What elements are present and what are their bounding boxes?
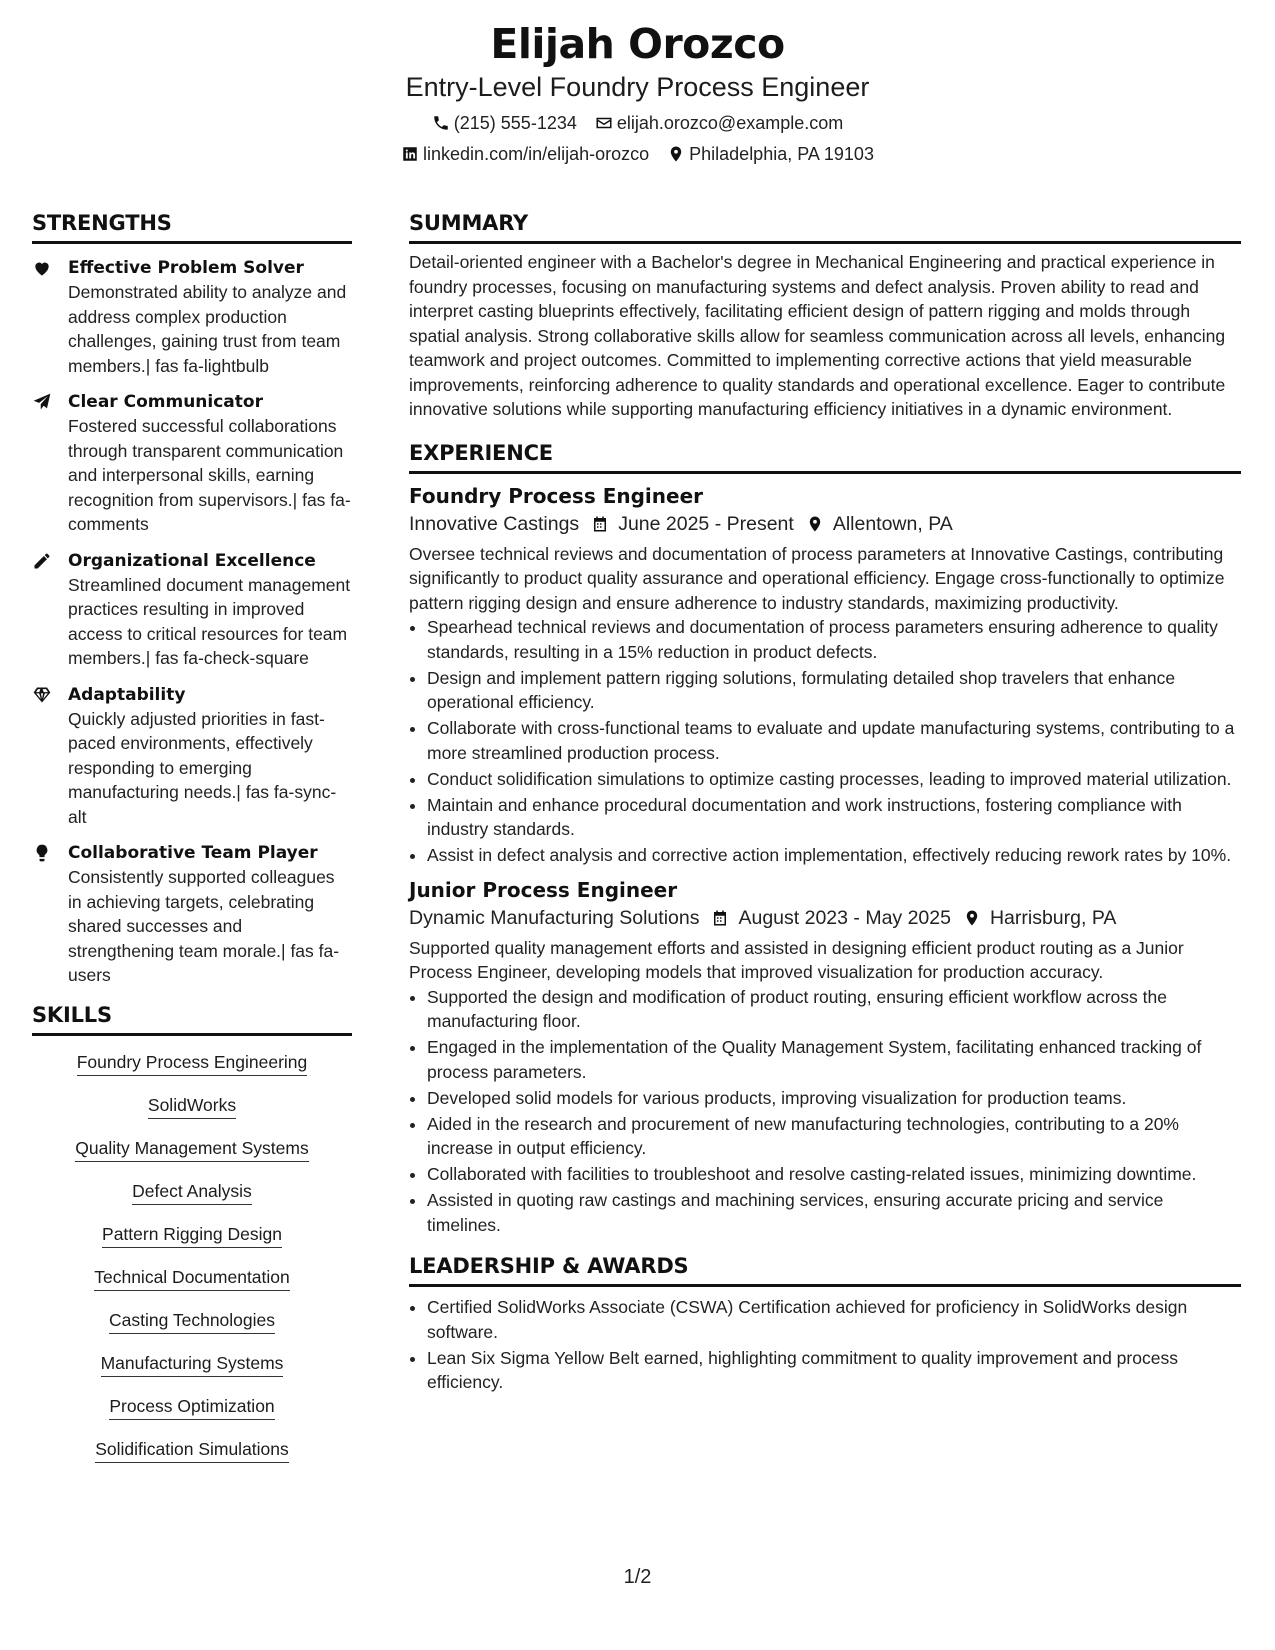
job-bullet: • Maintain and enhance procedural documentation and work instructions, fostering compliance with industry standards. <box>427 793 1241 842</box>
candidate-name: Elijah Orozco <box>490 20 785 68</box>
strength-desc: Demonstrated ability to analyze and address complex production challenges, gaining trust from team members.| fas fa-lightbulb <box>68 282 347 376</box>
strength-title: Collaborative Team Player <box>68 843 318 863</box>
strength-desc: Quickly adjusted priorities in fast-paced environments, effectively responding to emerging manufacturing needs.| fas fa-sync-alt <box>68 708 337 827</box>
job-location: Allentown, PA <box>832 512 953 535</box>
summary-heading: SUMMARY <box>409 208 1241 244</box>
skill-item: Quality Management Systems <box>32 1136 352 1162</box>
contact-line-2 <box>0 142 1275 166</box>
map-marker-icon <box>806 515 824 533</box>
strength-title: Clear Communicator <box>68 392 263 412</box>
summary-section <box>409 208 1241 422</box>
job-bullet: • Collaborate with cross-functional teams to evaluate and update manufacturing systems, contributing to a more streamlined production process. <box>427 716 1241 765</box>
strength-item <box>32 549 352 671</box>
strength-item <box>32 256 352 378</box>
job-meta <box>409 510 1241 538</box>
map-marker-icon <box>963 909 981 927</box>
skill-item: SolidWorks <box>32 1093 352 1119</box>
job-bullets <box>409 985 1241 1238</box>
strength-title: Adaptability <box>68 684 186 705</box>
job-meta <box>409 904 1241 932</box>
job-dates: June 2025 - Present <box>618 512 794 535</box>
map-marker-icon <box>667 145 685 163</box>
job-title: Junior Process Engineer <box>409 877 678 902</box>
job-location: Harrisburg, PA <box>989 906 1117 929</box>
skill-item: Manufacturing Systems <box>32 1351 352 1377</box>
job-bullet: • Spearhead technical reviews and documentation of process parameters ensuring adherence to quality standards, resulting in a 15% reduction in product defects. <box>427 615 1241 664</box>
candidate-title: Entry-Level Foundry Process Engineer <box>405 72 870 102</box>
skill-item: Pattern Rigging Design <box>32 1222 352 1248</box>
experience-section <box>409 438 1241 1238</box>
location-contact <box>667 142 874 166</box>
strengths-heading: STRENGTHS <box>32 208 352 244</box>
skill-item: Process Optimization <box>32 1394 352 1420</box>
strength-desc: Streamlined document management practices resulting in improved access to critical resources for team members.| fas fa-check-square <box>68 574 351 668</box>
skill-item: Solidification Simulations <box>32 1437 352 1463</box>
calendar-icon <box>711 909 729 927</box>
job-bullet: • Assist in defect analysis and corrective action implementation, effectively reducing rework rates by 10%. <box>427 843 1241 868</box>
skill-item: Technical Documentation <box>32 1265 352 1291</box>
strength-desc: Consistently supported colleagues in achieving targets, celebrating shared successes and strengthening team morale.| fas fa-users <box>68 867 340 985</box>
job-bullet: • Conduct solidification simulations to optimize casting processes, leading to improved material utilization. <box>427 767 1241 792</box>
pencil-icon <box>32 551 52 571</box>
linkedin-text[interactable]: linkedin.com/in/elijah-orozco <box>423 144 650 164</box>
job-bullet: • Design and implement pattern rigging solutions, formulating detailed shop travelers that enhance operational efficiency. <box>427 666 1241 715</box>
envelope-icon <box>595 114 613 132</box>
contact-line-1 <box>0 111 1275 135</box>
job-entry <box>409 876 1241 1238</box>
resume-header <box>0 18 1275 166</box>
award-item: • Lean Six Sigma Yellow Belt earned, highlighting commitment to quality improvement and process efficiency. <box>427 1346 1241 1395</box>
summary-text: Detail-oriented engineer with a Bachelor's degree in Mechanical Engineering and practical experience in foundry processes, focusing on manufacturing systems and defect analysis. Proven ability to read and interpret casting blueprints effectively, facilitating efficient design of pattern rigging and molds through spatial analysis. Strong collaborative skills allow for seamless communication across all levels, enhancing teamwork and project outcomes. Committed to implementing corrective actions that yield measurable improvements, reinforcing adherence to quality standards and operational excellence. Eager to contribute innovative solutions while supporting manufacturing efficiency initiatives in a dynamic environment. <box>409 252 1226 419</box>
job-company: Innovative Castings <box>409 512 580 535</box>
job-description: Oversee technical reviews and documentation of process parameters at Innovative Castings, contributing significantly to product quality assurance and operational efficiency. Engage cross-functionally to optimize pattern rigging design and ensure adherence to industry standards, maximizing productivity. <box>409 543 1225 613</box>
strength-item <box>32 683 352 830</box>
job-bullet: • Collaborated with facilities to troubleshoot and resolve casting-related issues, minimizing downtime. <box>427 1162 1241 1187</box>
strength-desc: Fostered successful collaborations through transparent communication and interpersonal skills, earning recognition from supervisors.| fas fa-comments <box>68 416 351 534</box>
strengths-section <box>32 208 352 988</box>
page-number: 1/2 <box>623 1566 652 1588</box>
skill-item: Defect Analysis <box>32 1179 352 1205</box>
right-column <box>409 208 1241 1396</box>
lightbulb-icon <box>32 843 52 863</box>
job-bullet: • Aided in the research and procurement of new manufacturing technologies, contributing to a 20% increase in output efficiency. <box>427 1112 1241 1161</box>
job-description: Supported quality management efforts and assisted in designing efficient product routing as a Junior Process Engineer, developing models that improved visualization for production accuracy. <box>409 937 1184 982</box>
skills-heading: SKILLS <box>32 1000 352 1036</box>
calendar-icon <box>591 515 609 533</box>
job-bullet: • Assisted in quoting raw castings and machining services, ensuring accurate pricing and service timelines. <box>427 1188 1241 1237</box>
award-item: • Certified SolidWorks Associate (CSWA) Certification achieved for proficiency in SolidWorks design software. <box>427 1295 1241 1344</box>
experience-heading: EXPERIENCE <box>409 438 1241 474</box>
job-bullets <box>409 615 1241 868</box>
location-text: Philadelphia, PA 19103 <box>689 144 874 164</box>
linkedin-contact[interactable] <box>401 142 649 166</box>
paper-plane-icon <box>32 392 52 412</box>
job-entry <box>409 482 1241 868</box>
strength-title: Organizational Excellence <box>68 550 316 571</box>
phone-icon <box>432 114 450 132</box>
job-bullet: • Engaged in the implementation of the Quality Management System, facilitating enhanced tracking of process parameters. <box>427 1035 1241 1084</box>
skill-item: Casting Technologies <box>32 1308 352 1334</box>
heart-icon <box>32 258 52 278</box>
strength-item <box>32 390 352 537</box>
skills-section <box>32 1000 352 1463</box>
job-dates: August 2023 - May 2025 <box>738 906 951 929</box>
email-contact[interactable] <box>595 111 843 135</box>
strength-title: Effective Problem Solver <box>68 258 304 278</box>
skills-list <box>32 1050 352 1463</box>
job-company: Dynamic Manufacturing Solutions <box>409 906 700 929</box>
job-title: Foundry Process Engineer <box>409 483 704 508</box>
phone-text: (215) 555-1234 <box>453 113 577 133</box>
email-text[interactable]: elijah.orozco@example.com <box>616 113 844 133</box>
skill-item: Foundry Process Engineering <box>32 1050 352 1076</box>
job-bullet: • Developed solid models for various products, improving visualization for production teams. <box>427 1086 1241 1111</box>
awards-heading: LEADERSHIP & AWARDS <box>409 1251 1241 1287</box>
linkedin-icon <box>401 145 419 163</box>
gem-icon <box>32 685 52 705</box>
phone-contact <box>432 111 577 135</box>
strength-item <box>32 841 352 988</box>
awards-section <box>409 1251 1241 1395</box>
left-column <box>32 208 352 1480</box>
strengths-list <box>32 256 352 988</box>
job-bullet: • Supported the design and modification of product routing, ensuring efficient workflow across the manufacturing floor. <box>427 985 1241 1034</box>
awards-list <box>409 1295 1241 1395</box>
